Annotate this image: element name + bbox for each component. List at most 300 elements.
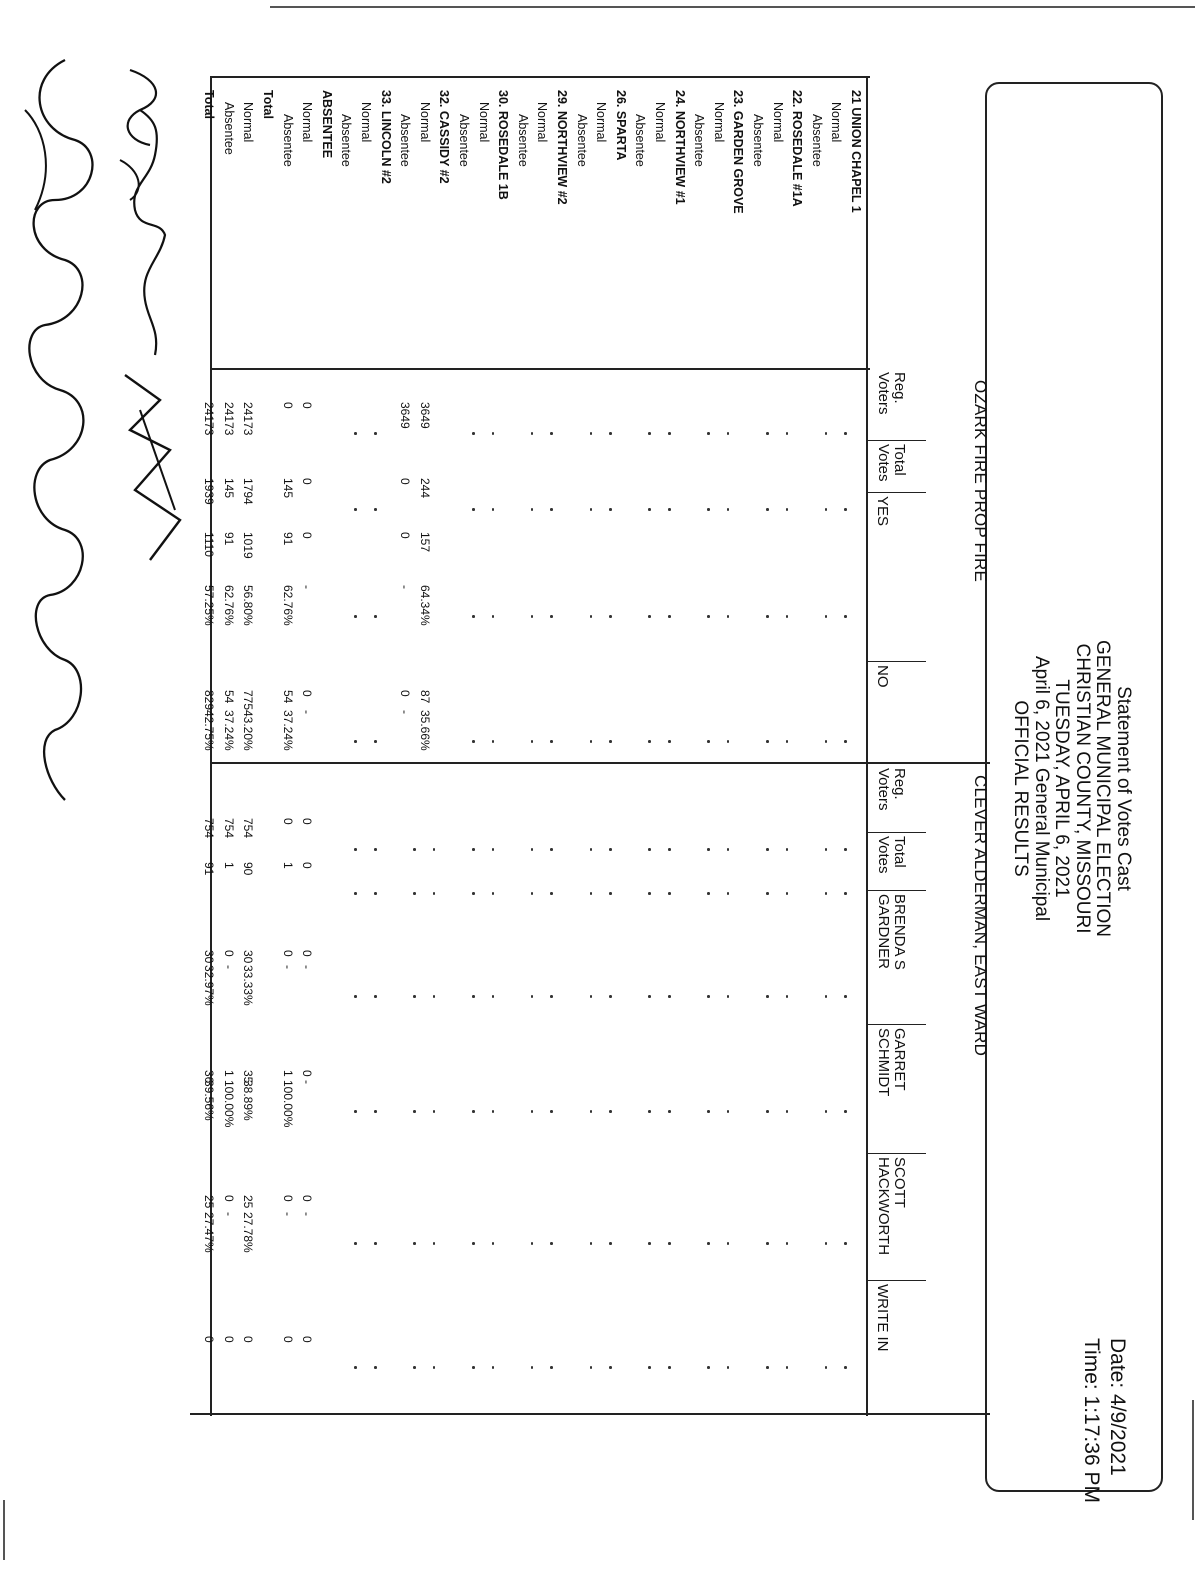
cell-reg: 3649 bbox=[398, 402, 413, 429]
cell-hackworth: 25 bbox=[202, 1195, 217, 1209]
cell-gardner-pct: - bbox=[280, 965, 295, 969]
empty-cell-dot bbox=[492, 892, 495, 895]
empty-cell-dot bbox=[354, 740, 357, 743]
cell-total2: 91 bbox=[202, 862, 217, 876]
empty-cell-dot bbox=[590, 892, 593, 895]
empty-cell-dot bbox=[531, 1242, 534, 1245]
cell-total: 0 bbox=[300, 478, 315, 485]
row-label: Absentee bbox=[633, 114, 648, 167]
cell-schmidt: 1 bbox=[221, 1070, 236, 1077]
empty-cell-dot bbox=[433, 995, 436, 998]
empty-cell-dot bbox=[825, 615, 828, 618]
cell-no-pct: 35.66% bbox=[417, 710, 432, 751]
empty-cell-dot bbox=[550, 1366, 553, 1369]
section-title-ozark: OZARK FIRE PROP FIRE bbox=[971, 380, 990, 583]
col-header-total-votes-2: Total Votes bbox=[875, 836, 908, 874]
row-label: Total bbox=[261, 90, 275, 119]
cell-yes: 1019 bbox=[241, 532, 256, 559]
empty-cell-dot bbox=[472, 508, 475, 511]
cell-total: 1794 bbox=[241, 478, 256, 505]
empty-cell-dot bbox=[550, 432, 553, 435]
empty-cell-dot bbox=[433, 892, 436, 895]
empty-cell-dot bbox=[531, 740, 534, 743]
empty-cell-dot bbox=[786, 615, 789, 618]
empty-cell-dot bbox=[550, 615, 553, 618]
signature-1 bbox=[110, 60, 180, 360]
empty-cell-dot bbox=[354, 615, 357, 618]
cell-reg: 24173 bbox=[202, 402, 217, 436]
empty-cell-dot bbox=[354, 1110, 357, 1113]
empty-cell-dot bbox=[492, 1366, 495, 1369]
empty-cell-dot bbox=[374, 1110, 377, 1113]
empty-cell-dot bbox=[354, 432, 357, 435]
col-header-divider bbox=[866, 890, 926, 891]
cell-yes: 0 bbox=[398, 532, 413, 539]
empty-cell-dot bbox=[707, 892, 710, 895]
report-datetime bbox=[1078, 1338, 1130, 1503]
col-header-divider bbox=[866, 440, 926, 441]
report-time: Time: 1:17:36 PM bbox=[1080, 1338, 1103, 1503]
empty-cell-dot bbox=[648, 995, 651, 998]
empty-cell-dot bbox=[550, 1242, 553, 1245]
empty-cell-dot bbox=[668, 1366, 671, 1369]
empty-cell-dot bbox=[668, 1242, 671, 1245]
empty-cell-dot bbox=[492, 615, 495, 618]
empty-cell-dot bbox=[668, 995, 671, 998]
row-label: Absentee bbox=[457, 114, 471, 167]
empty-cell-dot bbox=[433, 848, 436, 851]
empty-cell-dot bbox=[374, 892, 377, 895]
empty-cell-dot bbox=[786, 508, 789, 511]
empty-cell-dot bbox=[433, 1110, 436, 1113]
cell-reg: 0 bbox=[280, 402, 295, 409]
empty-cell-dot bbox=[609, 508, 612, 511]
empty-cell-dot bbox=[766, 848, 769, 851]
empty-cell-dot bbox=[668, 740, 671, 743]
empty-cell-dot bbox=[472, 848, 475, 851]
empty-cell-dot bbox=[374, 432, 377, 435]
row-label: Absentee bbox=[221, 102, 236, 155]
empty-cell-dot bbox=[766, 508, 769, 511]
empty-cell-dot bbox=[825, 432, 828, 435]
signature-2 bbox=[110, 370, 190, 570]
empty-cell-dot bbox=[707, 848, 710, 851]
empty-cell-dot bbox=[786, 892, 789, 895]
empty-cell-dot bbox=[766, 1110, 769, 1113]
cell-reg2: 754 bbox=[241, 818, 256, 839]
cell-no-pct: - bbox=[398, 710, 413, 714]
title-line: GENERAL MUNICIPAL ELECTION bbox=[1092, 640, 1114, 938]
table-end-rule bbox=[190, 1413, 990, 1415]
empty-cell-dot bbox=[531, 1366, 534, 1369]
empty-cell-dot bbox=[727, 615, 730, 618]
cell-yes-pct: 62.76% bbox=[280, 585, 295, 626]
cell-no-pct: 37.24% bbox=[221, 710, 236, 751]
row-label: 23. GARDEN GROVE bbox=[731, 90, 746, 214]
empty-cell-dot bbox=[825, 508, 828, 511]
empty-cell-dot bbox=[648, 740, 651, 743]
empty-cell-dot bbox=[413, 1366, 416, 1369]
row-label: 32. CASSIDY #2 bbox=[437, 90, 452, 184]
cell-schmidt: 35 bbox=[241, 1070, 256, 1084]
empty-cell-dot bbox=[472, 1242, 475, 1245]
cell-schmidt-pct: 38.89% bbox=[241, 1080, 256, 1121]
empty-cell-dot bbox=[648, 1366, 651, 1369]
empty-cell-dot bbox=[727, 432, 730, 435]
empty-cell-dot bbox=[433, 1242, 436, 1245]
row-label: 22. ROSEDALE #1A bbox=[790, 90, 805, 207]
cell-hackworth: 0 bbox=[221, 1195, 236, 1202]
col-header-divider bbox=[866, 832, 926, 833]
empty-cell-dot bbox=[766, 892, 769, 895]
cell-total2: 90 bbox=[241, 862, 256, 876]
empty-cell-dot bbox=[844, 848, 847, 851]
empty-cell-dot bbox=[531, 995, 534, 998]
col-header-divider bbox=[866, 1280, 926, 1281]
empty-cell-dot bbox=[590, 508, 593, 511]
empty-cell-dot bbox=[354, 848, 357, 851]
cell-hackworth: 0 bbox=[300, 1195, 315, 1202]
empty-cell-dot bbox=[374, 615, 377, 618]
empty-cell-dot bbox=[825, 892, 828, 895]
empty-cell-dot bbox=[374, 995, 377, 998]
empty-cell-dot bbox=[609, 432, 612, 435]
empty-cell-dot bbox=[609, 848, 612, 851]
empty-cell-dot bbox=[531, 848, 534, 851]
cell-total: 244 bbox=[417, 478, 432, 499]
empty-cell-dot bbox=[766, 432, 769, 435]
col-header-gardner: BRENDA S GARDNER bbox=[875, 894, 908, 970]
cell-total: 145 bbox=[221, 478, 236, 499]
empty-cell-dot bbox=[727, 1366, 730, 1369]
empty-cell-dot bbox=[844, 508, 847, 511]
empty-cell-dot bbox=[531, 615, 534, 618]
empty-cell-dot bbox=[648, 615, 651, 618]
empty-cell-dot bbox=[374, 508, 377, 511]
empty-cell-dot bbox=[472, 995, 475, 998]
empty-cell-dot bbox=[766, 1242, 769, 1245]
cell-reg: 3649 bbox=[417, 402, 432, 429]
scan-edge-right bbox=[1192, 1400, 1194, 1520]
empty-cell-dot bbox=[844, 995, 847, 998]
empty-cell-dot bbox=[727, 848, 730, 851]
cell-yes-pct: 64.34% bbox=[417, 585, 432, 626]
row-label: Normal bbox=[711, 102, 726, 143]
empty-cell-dot bbox=[668, 432, 671, 435]
cell-no: 54 bbox=[280, 690, 295, 704]
empty-cell-dot bbox=[590, 615, 593, 618]
cell-gardner-pct: 32.97% bbox=[202, 965, 217, 1006]
cell-schmidt-pct: 100.00% bbox=[280, 1080, 295, 1128]
empty-cell-dot bbox=[844, 1242, 847, 1245]
empty-cell-dot bbox=[590, 740, 593, 743]
empty-cell-dot bbox=[668, 1110, 671, 1113]
row-label: 26. SPARTA bbox=[613, 90, 628, 161]
empty-cell-dot bbox=[648, 892, 651, 895]
empty-cell-dot bbox=[786, 1366, 789, 1369]
empty-cell-dot bbox=[844, 892, 847, 895]
cell-yes: 1110 bbox=[202, 532, 217, 557]
empty-cell-dot bbox=[472, 740, 475, 743]
empty-cell-dot bbox=[727, 1242, 730, 1245]
cell-reg: 0 bbox=[300, 402, 315, 409]
cell-no: 87 bbox=[417, 690, 432, 704]
empty-cell-dot bbox=[786, 995, 789, 998]
empty-cell-dot bbox=[550, 995, 553, 998]
title-line: April 6, 2021 General Municipal bbox=[1031, 655, 1052, 922]
empty-cell-dot bbox=[492, 1242, 495, 1245]
empty-cell-dot bbox=[590, 1366, 593, 1369]
cell-reg2: 0 bbox=[300, 818, 315, 825]
empty-cell-dot bbox=[668, 848, 671, 851]
empty-cell-dot bbox=[354, 1366, 357, 1369]
row-label: Absentee bbox=[280, 114, 295, 167]
empty-cell-dot bbox=[413, 848, 416, 851]
empty-cell-dot bbox=[413, 995, 416, 998]
empty-cell-dot bbox=[472, 1110, 475, 1113]
empty-cell-dot bbox=[766, 1366, 769, 1369]
cell-no-pct: 37.24% bbox=[280, 710, 295, 751]
empty-cell-dot bbox=[786, 432, 789, 435]
row-label: Absentee bbox=[574, 114, 589, 167]
row-label: Absentee bbox=[398, 114, 413, 167]
empty-cell-dot bbox=[590, 1110, 593, 1113]
empty-cell-dot bbox=[354, 508, 357, 511]
table-top-rule bbox=[210, 76, 870, 78]
cell-yes: 157 bbox=[417, 532, 432, 553]
cell-hackworth: 25 bbox=[241, 1195, 256, 1209]
column-divider bbox=[210, 368, 870, 370]
empty-cell-dot bbox=[550, 848, 553, 851]
empty-cell-dot bbox=[531, 508, 534, 511]
empty-cell-dot bbox=[590, 995, 593, 998]
empty-cell-dot bbox=[609, 615, 612, 618]
cell-gardner-pct: 33.33% bbox=[241, 965, 256, 1006]
col-header-total-votes: Total Votes bbox=[875, 444, 908, 482]
row-label: Normal bbox=[359, 102, 373, 143]
empty-cell-dot bbox=[472, 1366, 475, 1369]
empty-cell-dot bbox=[786, 1110, 789, 1113]
empty-cell-dot bbox=[550, 740, 553, 743]
empty-cell-dot bbox=[354, 1242, 357, 1245]
empty-cell-dot bbox=[825, 995, 828, 998]
title-line: CHRISTIAN COUNTY, MISSOURI bbox=[1072, 643, 1093, 934]
cell-no: 775 bbox=[241, 690, 256, 711]
empty-cell-dot bbox=[707, 508, 710, 511]
empty-cell-dot bbox=[354, 995, 357, 998]
cell-no-pct: - bbox=[300, 710, 315, 714]
empty-cell-dot bbox=[668, 508, 671, 511]
cell-yes: 91 bbox=[280, 532, 295, 546]
empty-cell-dot bbox=[766, 740, 769, 743]
empty-cell-dot bbox=[550, 1110, 553, 1113]
empty-cell-dot bbox=[844, 1110, 847, 1113]
col-header-no: NO bbox=[874, 665, 891, 688]
empty-cell-dot bbox=[492, 432, 495, 435]
empty-cell-dot bbox=[374, 1242, 377, 1245]
empty-cell-dot bbox=[707, 1242, 710, 1245]
empty-cell-dot bbox=[786, 740, 789, 743]
scan-edge-left bbox=[3, 1500, 5, 1560]
empty-cell-dot bbox=[590, 432, 593, 435]
report-title bbox=[1010, 640, 1133, 937]
row-label: Absentee bbox=[339, 114, 354, 167]
empty-cell-dot bbox=[609, 892, 612, 895]
col-header-hackworth: SCOTT HACKWORTH bbox=[875, 1157, 908, 1256]
empty-cell-dot bbox=[472, 432, 475, 435]
empty-cell-dot bbox=[354, 892, 357, 895]
row-label: Total bbox=[202, 90, 217, 119]
cell-total2: 1 bbox=[221, 862, 236, 869]
cell-schmidt-pct: 100.00% bbox=[221, 1080, 236, 1128]
empty-cell-dot bbox=[727, 1110, 730, 1113]
section-title-clever: CLEVER ALDERMAN, EAST WARD bbox=[971, 775, 990, 1057]
empty-cell-dot bbox=[374, 740, 377, 743]
title-line: OFFICIAL RESULTS bbox=[1010, 700, 1032, 877]
empty-cell-dot bbox=[374, 848, 377, 851]
row-label: Normal bbox=[476, 102, 491, 143]
empty-cell-dot bbox=[413, 1110, 416, 1113]
empty-cell-dot bbox=[727, 740, 730, 743]
empty-cell-dot bbox=[472, 615, 475, 618]
col-header-reg-voters: Reg. Voters bbox=[875, 372, 908, 415]
empty-cell-dot bbox=[844, 615, 847, 618]
cell-yes-pct: 57.25% bbox=[202, 585, 217, 626]
empty-cell-dot bbox=[648, 848, 651, 851]
empty-cell-dot bbox=[609, 995, 612, 998]
empty-cell-dot bbox=[825, 1242, 828, 1245]
cell-hackworth-pct: - bbox=[221, 1212, 236, 1216]
cell-writein: 0 bbox=[202, 1336, 217, 1343]
empty-cell-dot bbox=[374, 1366, 377, 1369]
col-header-write-in: WRITE IN bbox=[874, 1284, 891, 1352]
column-divider bbox=[210, 762, 990, 764]
col-header-divider bbox=[866, 1153, 926, 1154]
empty-cell-dot bbox=[590, 848, 593, 851]
empty-cell-dot bbox=[531, 432, 534, 435]
empty-cell-dot bbox=[590, 1242, 593, 1245]
empty-cell-dot bbox=[433, 1366, 436, 1369]
empty-cell-dot bbox=[531, 892, 534, 895]
col-header-reg-voters-2: Reg. Voters bbox=[875, 768, 908, 811]
cell-total: 1939 bbox=[202, 478, 217, 505]
row-label: Absentee bbox=[751, 114, 765, 167]
cell-no-pct: 42.75% bbox=[202, 710, 217, 751]
empty-cell-dot bbox=[413, 892, 416, 895]
empty-cell-dot bbox=[609, 1242, 612, 1245]
cell-writein: 0 bbox=[300, 1336, 315, 1343]
cell-gardner-pct: - bbox=[300, 965, 315, 969]
cell-schmidt-pct: 39.56% bbox=[202, 1080, 217, 1121]
cell-gardner-pct: - bbox=[221, 965, 236, 969]
row-label: 21 UNION CHAPEL 1 bbox=[849, 90, 863, 213]
cell-hackworth-pct: 27.78% bbox=[241, 1212, 256, 1253]
cell-hackworth: 0 bbox=[280, 1195, 295, 1202]
empty-cell-dot bbox=[786, 848, 789, 851]
cell-yes-pct: - bbox=[398, 585, 413, 589]
cell-total: 145 bbox=[280, 478, 295, 499]
empty-cell-dot bbox=[707, 1366, 710, 1369]
cell-total: 0 bbox=[398, 478, 413, 485]
empty-cell-dot bbox=[472, 892, 475, 895]
empty-cell-dot bbox=[707, 1110, 710, 1113]
empty-cell-dot bbox=[492, 848, 495, 851]
cell-reg: 24173 bbox=[241, 402, 256, 436]
cell-schmidt: 1 bbox=[280, 1070, 295, 1077]
row-label: Absentee bbox=[692, 114, 707, 167]
empty-cell-dot bbox=[609, 740, 612, 743]
empty-cell-dot bbox=[825, 740, 828, 743]
empty-cell-dot bbox=[844, 432, 847, 435]
cell-schmidt: 0 bbox=[300, 1070, 315, 1077]
cell-no: 0 bbox=[300, 690, 315, 697]
cell-yes-pct: - bbox=[300, 585, 315, 589]
row-label: ABSENTEE bbox=[319, 90, 334, 159]
row-label: Normal bbox=[594, 102, 609, 143]
cell-schmidt-pct: - bbox=[300, 1080, 315, 1084]
cell-yes: 0 bbox=[300, 532, 315, 539]
cell-yes-pct: 62.76% bbox=[221, 585, 236, 626]
scan-edge-top bbox=[270, 6, 1195, 8]
empty-cell-dot bbox=[825, 1366, 828, 1369]
cell-reg: 24173 bbox=[221, 402, 236, 436]
row-label: Normal bbox=[300, 102, 315, 143]
empty-cell-dot bbox=[648, 432, 651, 435]
row-label: Normal bbox=[829, 102, 844, 143]
title-line: Statement of Votes Cast bbox=[1113, 686, 1134, 891]
row-label: Normal bbox=[417, 102, 432, 143]
cell-no: 829 bbox=[202, 690, 217, 711]
cell-writein: 0 bbox=[241, 1336, 256, 1343]
cell-hackworth-pct: - bbox=[280, 1212, 295, 1216]
row-label: Normal bbox=[653, 102, 667, 143]
empty-cell-dot bbox=[550, 508, 553, 511]
col-header-divider bbox=[866, 1024, 926, 1025]
cell-no-pct: 43.20% bbox=[241, 710, 256, 751]
empty-cell-dot bbox=[531, 1110, 534, 1113]
row-label: Absentee bbox=[515, 114, 530, 167]
cell-reg2: 0 bbox=[280, 818, 295, 825]
empty-cell-dot bbox=[413, 1242, 416, 1245]
cell-gardner: 0 bbox=[221, 950, 236, 957]
cell-reg2: 754 bbox=[221, 818, 236, 839]
cell-total2: 1 bbox=[280, 862, 295, 869]
empty-cell-dot bbox=[825, 848, 828, 851]
empty-cell-dot bbox=[707, 432, 710, 435]
cell-hackworth-pct: 27.47% bbox=[202, 1212, 217, 1253]
row-label: 24. NORTHVIEW #1 bbox=[672, 90, 687, 205]
empty-cell-dot bbox=[727, 892, 730, 895]
empty-cell-dot bbox=[786, 1242, 789, 1245]
cell-gardner: 0 bbox=[280, 950, 295, 957]
empty-cell-dot bbox=[766, 995, 769, 998]
title-line: TUESDAY, APRIL 6, 2021 bbox=[1051, 679, 1073, 898]
signature-3 bbox=[5, 50, 115, 810]
empty-cell-dot bbox=[707, 615, 710, 618]
row-label: Normal bbox=[241, 102, 256, 143]
row-label: 29. NORTHVIEW #2 bbox=[555, 90, 569, 205]
table-header-rule bbox=[866, 76, 868, 1416]
empty-cell-dot bbox=[844, 740, 847, 743]
cell-hackworth-pct: - bbox=[300, 1212, 315, 1216]
empty-cell-dot bbox=[609, 1110, 612, 1113]
cell-gardner: 30 bbox=[241, 950, 256, 964]
empty-cell-dot bbox=[492, 995, 495, 998]
empty-cell-dot bbox=[844, 1366, 847, 1369]
empty-cell-dot bbox=[648, 1242, 651, 1245]
row-label: 33. LINCOLN #2 bbox=[378, 90, 393, 184]
col-header-divider bbox=[866, 661, 926, 662]
